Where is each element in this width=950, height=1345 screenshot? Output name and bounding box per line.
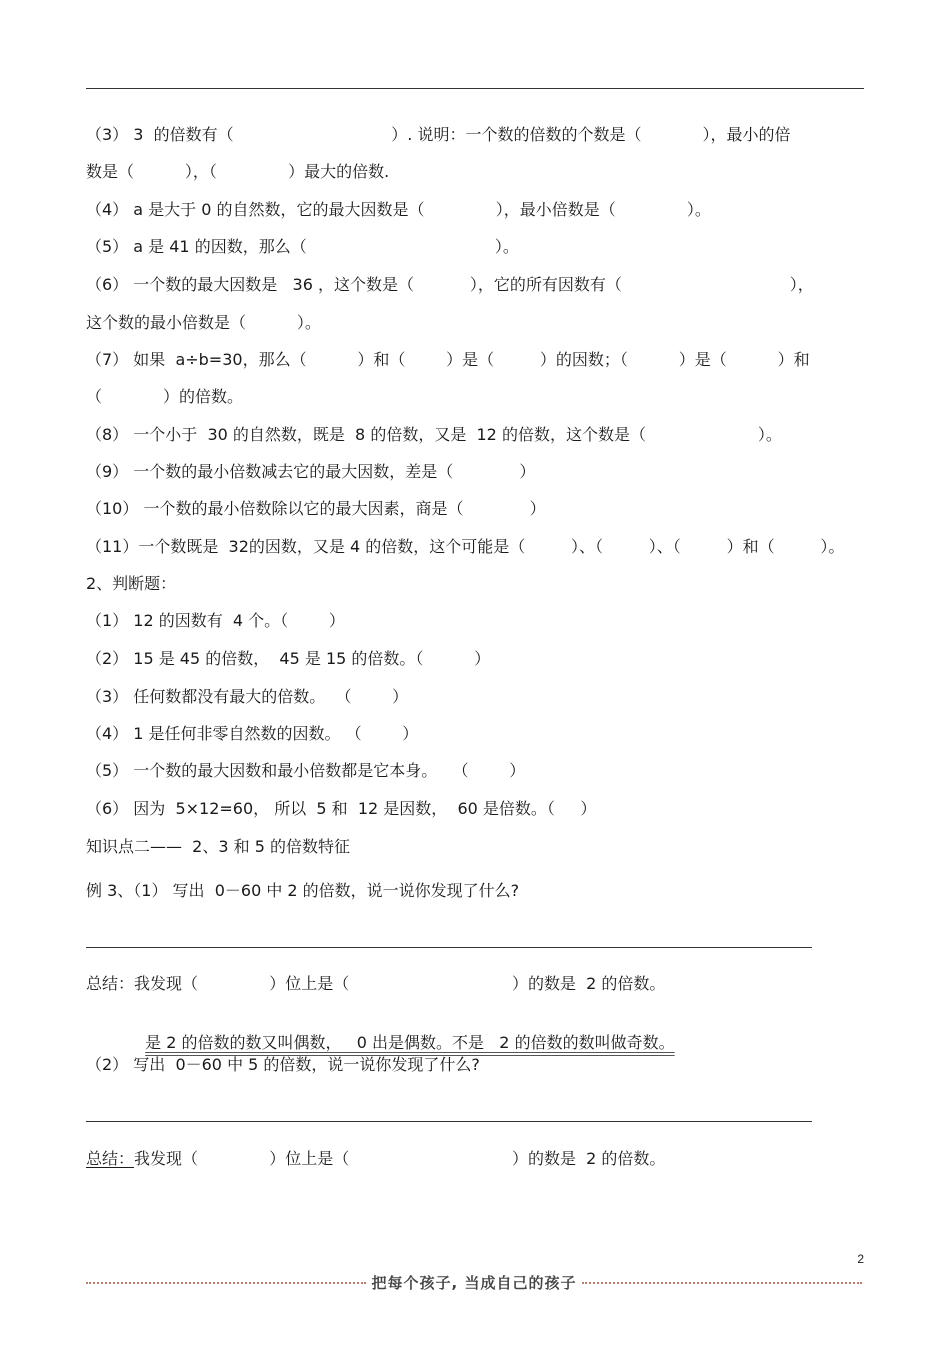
- judge-q3: （3） 任何数都没有最大的倍数。 （ ）: [86, 687, 409, 706]
- even-odd-definition-text: 是 2 的倍数的数又叫偶数， 0 出是偶数。不是 2 的倍数的数叫做奇数。: [145, 1033, 675, 1052]
- summary-2: [86, 1148, 866, 1170]
- footer-dots-right: [582, 1282, 862, 1284]
- judge-q6: （6） 因为 5×12=60， 所以 5 和 12 是因数， 60 是倍数。（ ）: [86, 799, 597, 818]
- header-rule: [86, 88, 864, 89]
- judge-q5: （5） 一个数的最大因数和最小倍数都是它本身。 （ ）: [86, 761, 526, 780]
- footer: [86, 1272, 862, 1292]
- answer-line-2: [86, 1121, 812, 1122]
- judge-q1: （1） 12 的因数有 4 个。（ ）: [86, 611, 345, 630]
- page-number: 2: [857, 1252, 864, 1266]
- fill-blank-q5: （5） a 是 41 的因数，那么（ ）。: [86, 237, 519, 256]
- fill-blank-q10: （10） 一个数的最小倍数除以它的最大因素，商是（ ）: [86, 499, 546, 518]
- fill-blank-q11: （11）一个数既是 32的因数，又是 4 的倍数，这个可能是（ ）、（ ）、（ ）和（ ）。: [86, 537, 845, 556]
- summary-1: 总结：我发现（ ）位上是（ ）的数是 2 的倍数。: [86, 974, 666, 993]
- judge-q4: （4） 1 是任何非零自然数的因数。 （ ）: [86, 724, 419, 743]
- fill-blank-q6-line2: 这个数的最小倍数是（ ）。: [86, 313, 321, 332]
- answer-line-1: [86, 947, 812, 948]
- fill-blank-q3-line2: 数是（ ），（ ）最大的倍数.: [86, 162, 390, 181]
- fill-blank-q8: （8） 一个小于 30 的自然数，既是 8 的倍数，又是 12 的倍数，这个数是（ ）。: [86, 425, 782, 444]
- judge-q2: （2） 15 是 45 的倍数， 45 是 15 的倍数。（ ）: [86, 649, 491, 668]
- fill-blank-q3-line1: （3） 3 的倍数有（ ）. 说明：一个数的倍数的个数是（ ），最小的倍: [86, 125, 791, 144]
- summary-2-text: 我发现（ ）位上是（ ）的数是 2 的倍数。: [134, 1149, 666, 1168]
- footer-slogan: 把每个孩子, 当成自己的孩子: [371, 1273, 577, 1292]
- knowledge-point-heading: 知识点二—— 2、3 和 5 的倍数特征: [86, 837, 350, 856]
- summary-2-label: 总结：: [86, 1149, 135, 1168]
- example3-part2: （2） 写出 0－60 中 5 的倍数，说一说你发现了什么?: [86, 1055, 480, 1074]
- section-judgement-heading: 2、判断题：: [86, 574, 177, 593]
- example3-part1: 例 3、（1） 写出 0－60 中 2 的倍数，说一说你发现了什么?: [86, 881, 520, 900]
- fill-blank-q4: （4） a 是大于 0 的自然数，它的最大因数是（ ），最小倍数是（ ）。: [86, 200, 711, 219]
- fill-blank-q7-line1: （7） 如果 a÷b=30，那么（ ）和（ ）是（ ）的因数；（ ）是（ ）和: [86, 350, 810, 369]
- footer-dots-left: [86, 1282, 366, 1284]
- fill-blank-q7-line2: （ ）的倍数。: [86, 387, 244, 406]
- fill-blank-q6-line1: （6） 一个数的最大因数是 36 ，这个数是（ ），它的所有因数有（ ），: [86, 275, 814, 294]
- even-odd-definition: [135, 1010, 735, 1054]
- fill-blank-q9: （9） 一个数的最小倍数减去它的最大因数，差是（ ）: [86, 462, 536, 481]
